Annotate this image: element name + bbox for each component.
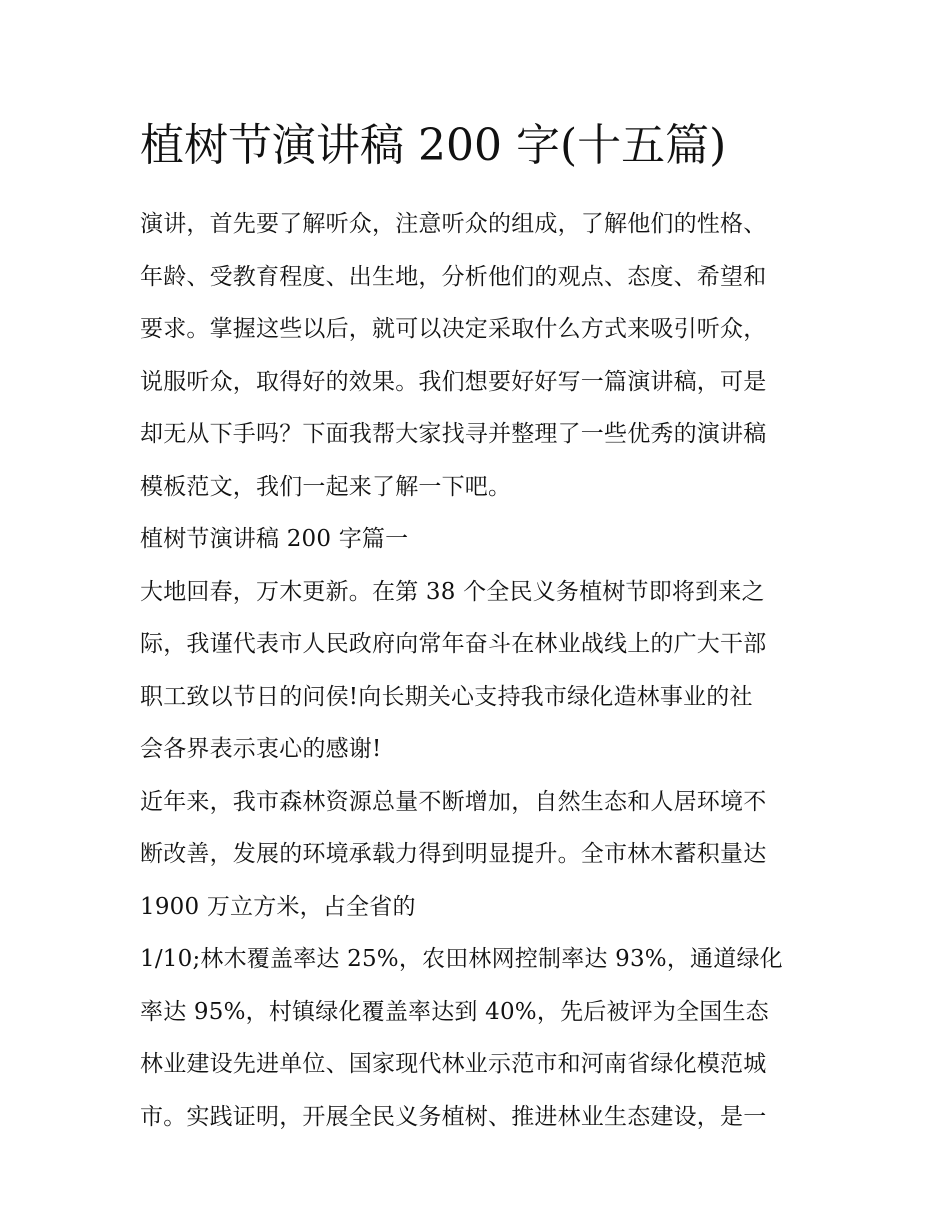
text-line: 市。实践证明，开展全民义务植树、推进林业生态建设，是一 <box>140 1103 767 1130</box>
text-line: 近年来，我市森林资源总量不断增加，自然生态和人居环境不 <box>140 788 767 815</box>
text-line: 演讲，首先要了解听众，注意听众的组成，了解他们的性格、 <box>140 211 767 237</box>
text-line: 职工致以节日的问侯!向长期关心支持我市绿化造林事业的社 <box>140 683 753 710</box>
text-line: 大地回春，万木更新。在第 38 个全民义务植树节即将到来之 <box>140 578 765 605</box>
text-line: 模板范文，我们一起来了解一下吧。 <box>140 473 512 500</box>
text-line: 要求。掌握这些以后，就可以决定采取什么方式来吸引听众， <box>140 316 767 342</box>
body-text <box>140 198 820 1143</box>
text-line: 说服听众，取得好的效果。我们想要好好写一篇演讲稿，可是 <box>140 368 767 395</box>
text-line: 率达 95%，村镇绿化覆盖率达到 40%，先后被评为全国生态 <box>140 998 769 1025</box>
text-line: 1900 万立方米，占全省的 <box>140 893 416 920</box>
page-title: 植树节演讲稿 200 字(十五篇) <box>140 120 727 171</box>
text-line: 断改善，发展的环境承载力得到明显提升。全市林木蓄积量达 <box>140 841 767 867</box>
text-line: 1/10;林木覆盖率达 25%，农田林网控制率达 93%，通道绿化 <box>140 946 783 972</box>
text-line: 会各界表示衷心的感谢! <box>140 736 382 762</box>
text-line: 年龄、受教育程度、出生地，分析他们的观点、态度、希望和 <box>140 263 767 290</box>
text-line: 却无从下手吗？下面我帮大家找寻并整理了一些优秀的演讲稿 <box>140 421 767 447</box>
text-line: 际，我谨代表市人民政府向常年奋斗在林业战线上的广大干部 <box>140 631 767 657</box>
text-line: 林业建设先进单位、国家现代林业示范市和河南省绿化模范城 <box>140 1051 767 1077</box>
section-heading: 植树节演讲稿 200 字篇一 <box>140 526 409 552</box>
